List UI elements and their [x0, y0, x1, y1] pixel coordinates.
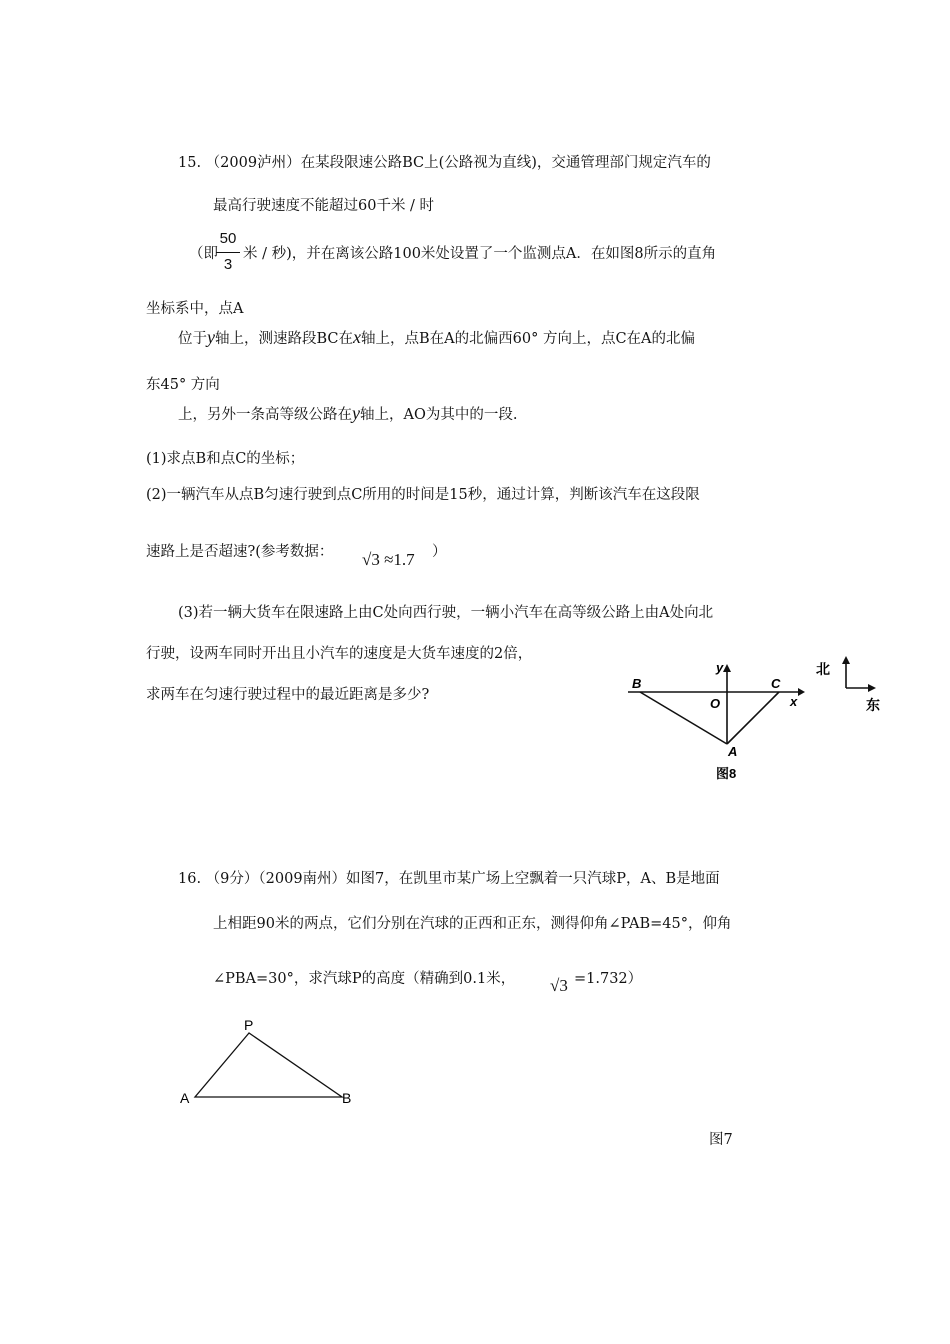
q15-line-1: 15. （2009泸州）在某段限速公路BC上(公路视为直线)，交通管理部门规定汽车的 [178, 155, 711, 171]
q15-part-1: (1)求点B和点C的坐标； [146, 451, 305, 467]
x-axis-arrow [798, 688, 805, 696]
label-B: B [342, 1090, 352, 1106]
north-arrow-head [842, 656, 850, 664]
q15-part-3-c: 求两车在匀速行驶过程中的最近距离是多少? [146, 687, 430, 703]
figure-7-caption: 图7 [709, 1132, 733, 1148]
label-A: A [728, 744, 738, 759]
label-C: C [771, 676, 781, 691]
q16-line-1: 16. （9分）（2009南州）如图7，在凯里市某广场上空飘着一只汽球P，A、B是地面 [178, 871, 720, 887]
q15-part-2-close: ） [432, 544, 447, 560]
label-B: B [632, 676, 642, 691]
q15-line-7-b: 轴上，AO为其中的一段. [360, 407, 518, 423]
q15-line-5-c: 轴上，点B在A的北偏西60° 方向上，点C在A的北偏 [361, 331, 696, 347]
q15-line-7-a: 上，另外一条高等级公路在 [178, 407, 352, 423]
y-axis-arrow [723, 664, 731, 672]
q15-part-2-b: 速路上是否超速?(参考数据： [146, 544, 334, 560]
q16-line-3-b: =1.732） [574, 971, 643, 987]
north-label: 北 [816, 661, 830, 677]
fraction-bar [216, 252, 240, 253]
q15-line-4: 坐标系中，点A [146, 301, 244, 317]
label-x: x [790, 694, 798, 709]
figure-8 [620, 652, 920, 787]
label-y: y [716, 660, 724, 675]
q15-line-3-prefix: （即 [189, 246, 218, 262]
figure-8-caption: 图8 [716, 766, 737, 781]
q15-part-3-b: 行驶，设两车同时开出且小汽车的速度是大货车速度的2倍， [146, 646, 533, 662]
q15-line-5 [178, 327, 695, 348]
q15-line-5-b: 轴上，测速路段BC在 [215, 331, 354, 347]
q16-line-3-a: ∠PBA=30°，求汽球P的高度（精确到0.1米， [213, 971, 516, 987]
var-x: x [353, 327, 362, 347]
east-arrow-head [868, 684, 876, 692]
fraction-numerator: 50 [219, 230, 237, 247]
q15-line-6: 东45° 方向 [146, 377, 220, 393]
segment-AC [727, 692, 779, 744]
var-y: y [207, 327, 215, 347]
fraction-50-3 [216, 230, 240, 278]
fraction-denominator: 3 [223, 256, 233, 273]
label-O: O [710, 696, 721, 711]
q16-line-2: 上相距90米的两点，它们分别在汽球的正西和正东，测得仰角∠PAB=45°，仰角 [213, 916, 732, 932]
var-y: y [352, 403, 360, 423]
q15-line-3-suffix: 米 / 秒)，并在离该公路100米处设置了一个监测点A．在如图8所示的直角 [243, 246, 717, 262]
sqrt3-approx: √3 ≈1.7 [362, 550, 415, 569]
label-A: A [180, 1090, 190, 1106]
q15-part-2-a: (2)一辆汽车从点B匀速行驶到点C所用的时间是15秒，通过计算，判断该汽车在这段限 [146, 487, 700, 503]
figure-7 [170, 1015, 370, 1115]
east-label: 东 [866, 697, 880, 713]
label-P: P [244, 1017, 254, 1033]
q15-part-3-a: (3)若一辆大货车在限速路上由C处向西行驶，一辆小汽车在高等级公路上由A处向北 [178, 605, 714, 621]
q15-line-7 [178, 403, 517, 424]
sqrt3: √3 [550, 976, 568, 995]
triangle-PAB [195, 1033, 342, 1097]
q15-line-2: 最高行驶速度不能超过60千米 / 时 [213, 198, 435, 214]
q15-line-5-a: 位于 [178, 331, 207, 347]
